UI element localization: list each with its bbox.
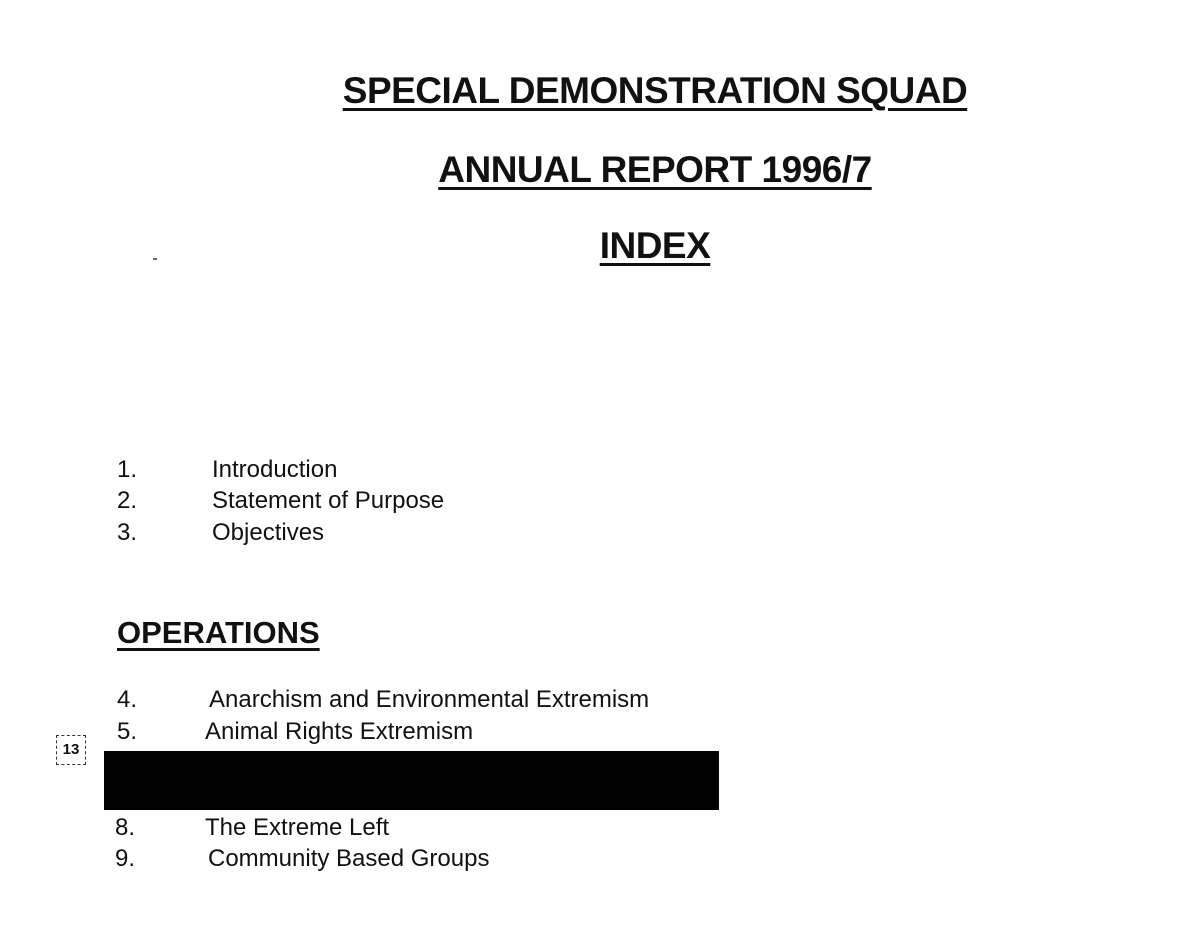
report-subtitle: ANNUAL REPORT 1996/7 <box>438 149 872 190</box>
index-heading: INDEX <box>599 225 711 266</box>
list-item-text: The Extreme Left <box>205 814 390 841</box>
redaction-block <box>104 751 719 810</box>
list-item-text: Introduction <box>212 456 338 483</box>
list-item-number: 3. <box>117 519 138 546</box>
list-item-text: Community Based Groups <box>208 845 490 872</box>
report-title: SPECIAL DEMONSTRATION SQUAD <box>342 70 968 111</box>
list-item-number: 4. <box>117 686 138 713</box>
page-reference-box: 13 <box>56 735 86 765</box>
list-item-text: Objectives <box>212 519 325 546</box>
list-item-text: Statement of Purpose <box>212 487 445 514</box>
list-item-text: Anarchism and Environmental Extremism <box>209 686 650 713</box>
scan-speck <box>153 258 157 260</box>
list-item-number: 5. <box>117 718 138 745</box>
operations-heading: OPERATIONS <box>117 615 320 650</box>
list-item-number: 2. <box>117 487 138 514</box>
list-item-text: Animal Rights Extremism <box>205 718 474 745</box>
list-item-number: 9. <box>115 845 136 872</box>
list-item-number: 8. <box>115 814 136 841</box>
list-item-number: 1. <box>117 456 138 483</box>
